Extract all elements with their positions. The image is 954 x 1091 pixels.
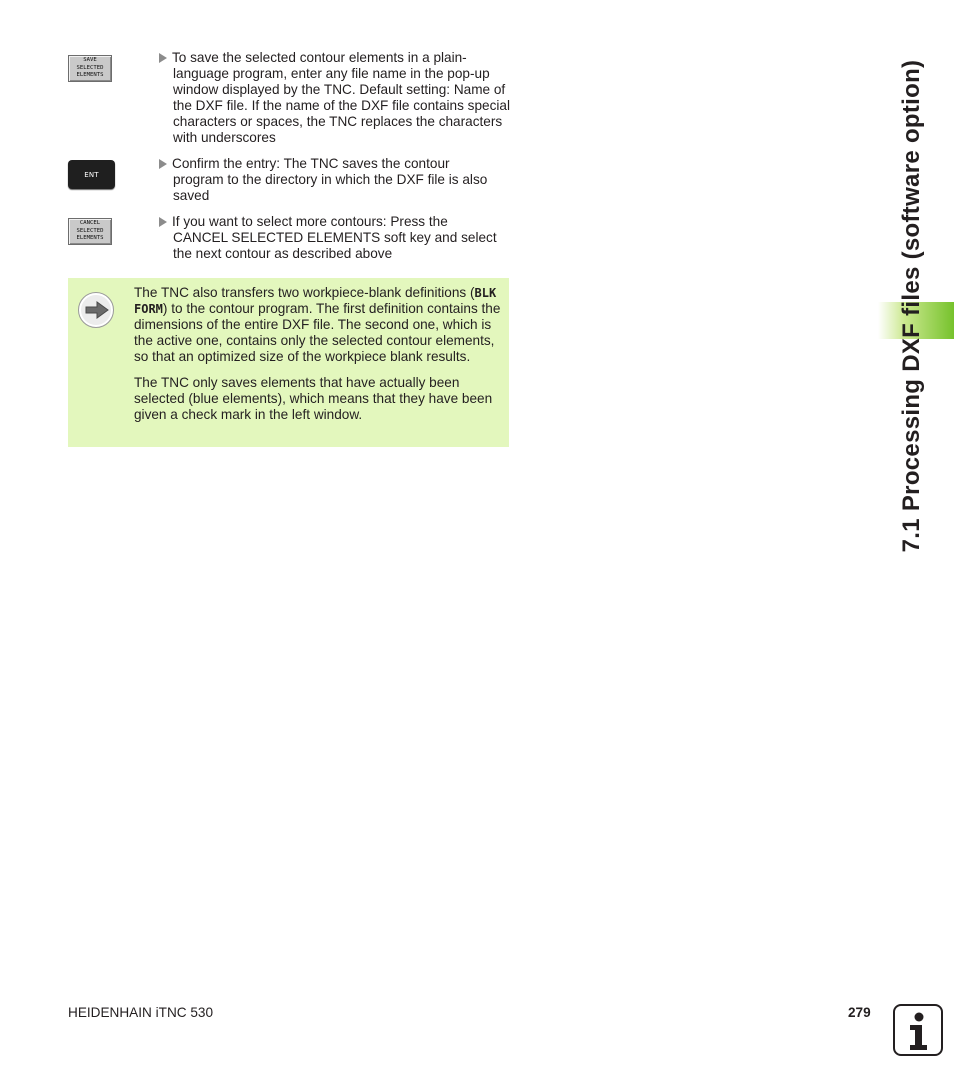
step-text-rest: program to the directory in which the DXF file is also saved [173, 172, 488, 203]
step-save-contour [159, 50, 511, 146]
softkey-label-line: ELEMENTS [76, 235, 104, 242]
footer-manual-name: HEIDENHAIN iTNC 530 [68, 1005, 214, 1020]
note-paragraph [134, 285, 504, 365]
step-confirm-entry [159, 156, 511, 204]
page-number: 279 [848, 1005, 871, 1020]
softkey-label-line: SELECTED [76, 64, 104, 71]
bullet-triangle-icon [159, 217, 167, 227]
bullet-triangle-icon [159, 53, 167, 63]
note-text [134, 285, 504, 433]
step-text-line: If you want to select more contours: Press the [172, 214, 448, 229]
softkey-label-line: ELEMENTS [76, 72, 104, 79]
note-text-segment: ) to the contour program. The first definition contains the dimensions of the entire DXF file. The second one, which is the active one, contains only the selected contour elements, so that an optimized size of the workpiece blank results. [134, 301, 501, 364]
softkey-label-line: SAVE [83, 57, 97, 64]
info-icon [893, 1004, 943, 1056]
save-selected-elements-softkey[interactable] [68, 55, 112, 82]
step-text-rest: language program, enter any file name in the pop-up window displayed by the TNC. Default setting: Name of the DXF file. If the name of the DXF file contains special characters or spaces, the TNC replaces the characters with underscores [173, 66, 510, 145]
step-text-rest: CANCEL SELECTED ELEMENTS soft key and select the next contour as described above [173, 230, 497, 261]
note-text-segment: The TNC also transfers two workpiece-blank definitions ( [134, 285, 475, 300]
blk-form-code: BLK FORM [134, 286, 497, 316]
arrow-right-icon [78, 292, 114, 328]
softkey-label-line: SELECTED [76, 227, 104, 234]
step-text-line: To save the selected contour elements in a plain- [172, 50, 467, 65]
ent-key-label: ENT [84, 170, 99, 179]
chapter-title: 7.1 Processing DXF files (software option) [898, 59, 925, 553]
ent-key[interactable] [68, 160, 115, 189]
bullet-triangle-icon [159, 159, 167, 169]
cancel-selected-elements-softkey[interactable] [68, 218, 112, 245]
note-box [68, 278, 509, 447]
note-paragraph: The TNC only saves elements that have actually been selected (blue elements), which means that they have been given a check mark in the left window. [134, 375, 493, 422]
step-select-more-contours [159, 214, 511, 262]
step-text-line: Confirm the entry: The TNC saves the contour [172, 156, 450, 171]
softkey-label-line: CANCEL [79, 220, 101, 227]
